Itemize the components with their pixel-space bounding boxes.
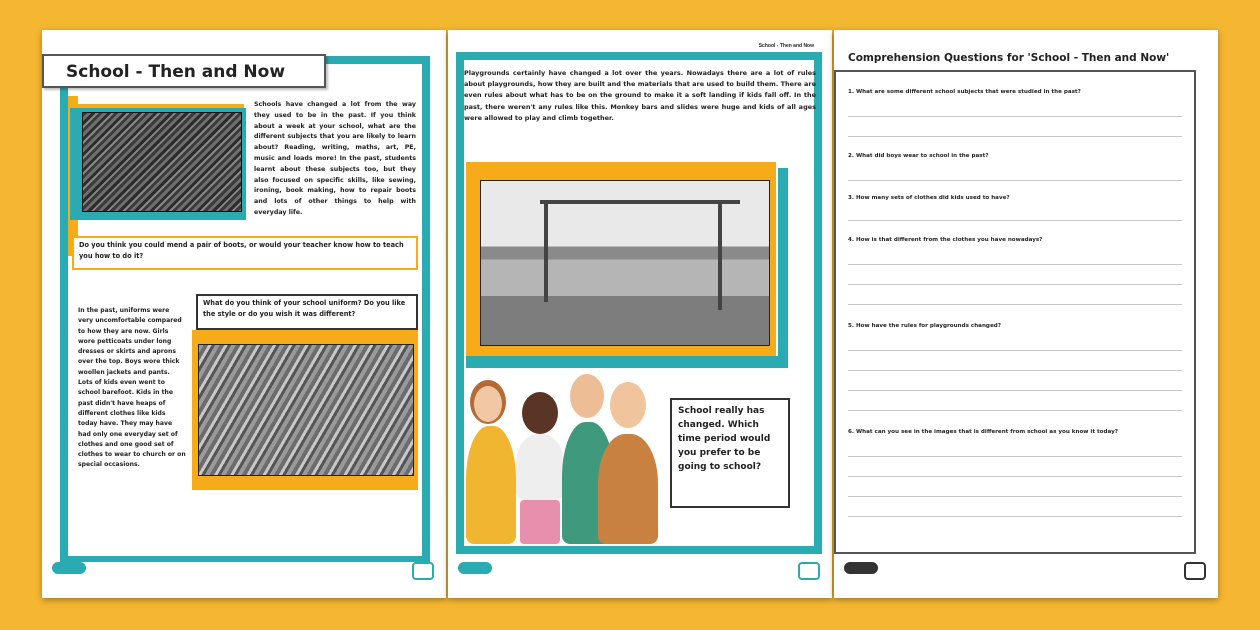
child-brown-shirt xyxy=(598,434,658,544)
answer-line[interactable] xyxy=(848,350,1182,351)
question-box-uniform: What do you think of your school uniform? Do you like the style or do you wish it was different? xyxy=(196,294,418,330)
swing-frame-top xyxy=(540,200,740,204)
answer-line[interactable] xyxy=(848,220,1182,221)
child-face-3 xyxy=(570,374,604,418)
planit-logo-icon xyxy=(412,562,434,580)
worksheet-page-3 xyxy=(834,30,1218,598)
teal-side-bar xyxy=(778,168,788,368)
child-face xyxy=(474,386,502,422)
answer-line[interactable] xyxy=(848,136,1182,137)
planit-logo-icon xyxy=(798,562,820,580)
swing-frame-post-left xyxy=(544,200,548,302)
comprehension-title: Comprehension Questions for 'School - Then and Now' xyxy=(848,52,1170,64)
answer-line[interactable] xyxy=(848,476,1182,477)
question-3: 3. How many sets of clothes did kids used to have? xyxy=(848,195,1010,201)
twinkl-logo-icon xyxy=(844,562,878,574)
answer-line[interactable] xyxy=(848,370,1182,371)
title-box xyxy=(42,54,326,88)
teal-bottom-bar xyxy=(466,356,788,368)
answer-line[interactable] xyxy=(848,264,1182,265)
child-face-4 xyxy=(610,382,646,428)
planit-logo-icon xyxy=(1184,562,1206,580)
child-yellow-dress xyxy=(466,426,516,544)
answer-line[interactable] xyxy=(848,284,1182,285)
questions-frame xyxy=(834,70,1196,554)
worksheet-page-1 xyxy=(42,30,446,598)
playground-paragraph: Playgrounds certainly have changed a lot over the years. Nowadays there are a lot of rules about playgrounds, how they are built and the materials that are used to build them. There are even rules about what has to be on the ground to make it a soft landing if kids fall off. In the past, there weren't any rules like this. Monkey bars and slides were huge and kids of all ages were allowed to play and climb together. xyxy=(464,69,816,122)
answer-line[interactable] xyxy=(848,456,1182,457)
twinkl-logo-icon xyxy=(458,562,492,574)
answer-line[interactable] xyxy=(848,116,1182,117)
speech-box: School really has changed. Which time period would you prefer to be going to school? xyxy=(670,398,790,508)
question-2: 2. What did boys wear to school in the past? xyxy=(848,153,989,159)
running-header: School - Then and Now xyxy=(758,43,814,49)
answer-line[interactable] xyxy=(848,180,1182,181)
classroom-photo xyxy=(82,112,242,212)
question-5: 5. How have the rules for playgrounds changed? xyxy=(848,323,1001,329)
intro-paragraph: Schools have changed a lot from the way they used to be in the past. If you think about a week at your school, what are the different subjects that you are likely to learn about? Reading, writing, maths, art, PE, music and loads more! In the past, students learnt about these subjects too, but they also focused on specific skills, like sewing, ironing, book making, how to repair boots and lots of other things to help with everyday life. xyxy=(254,101,416,216)
swing-frame-post-right xyxy=(718,200,722,310)
question-4: 4. How is that different from the clothes you have nowadays? xyxy=(848,237,1043,243)
page-footer xyxy=(42,562,446,598)
child-face-2 xyxy=(522,392,558,434)
child-white-top xyxy=(516,434,564,500)
playground-photo xyxy=(480,180,770,346)
class-group-photo xyxy=(198,344,414,476)
worksheet-page-2 xyxy=(448,30,832,598)
question-box-boots: Do you think you could mend a pair of boots, or would your teacher know how to teach you how to do it? xyxy=(72,236,418,270)
answer-line[interactable] xyxy=(848,410,1182,411)
uniforms-paragraph: In the past, uniforms were very uncomfortable compared to how they are now. Girls wore petticoats under long dresses or skirts and aprons over the top. Boys wore thick woollen jackets and pants. Lots of kids even went to school barefoot. Kids in the past didn't have heaps of different clothes like kids today have. They may have had only one everyday set of clothes and one good set of clothes to wear to church or on special occasions. xyxy=(78,307,186,469)
answer-line[interactable] xyxy=(848,304,1182,305)
answer-line[interactable] xyxy=(848,390,1182,391)
child-pink-skirt xyxy=(520,500,560,544)
page-footer xyxy=(834,562,1218,598)
twinkl-logo-icon xyxy=(52,562,86,574)
question-6: 6. What can you see in the images that is different from school as you know it today? xyxy=(848,429,1118,435)
answer-line[interactable] xyxy=(848,496,1182,497)
page-title: School - Then and Now xyxy=(66,62,286,82)
page-footer xyxy=(448,562,832,598)
question-1: 1. What are some different school subjects that were studied in the past? xyxy=(848,89,1081,95)
answer-line[interactable] xyxy=(848,516,1182,517)
